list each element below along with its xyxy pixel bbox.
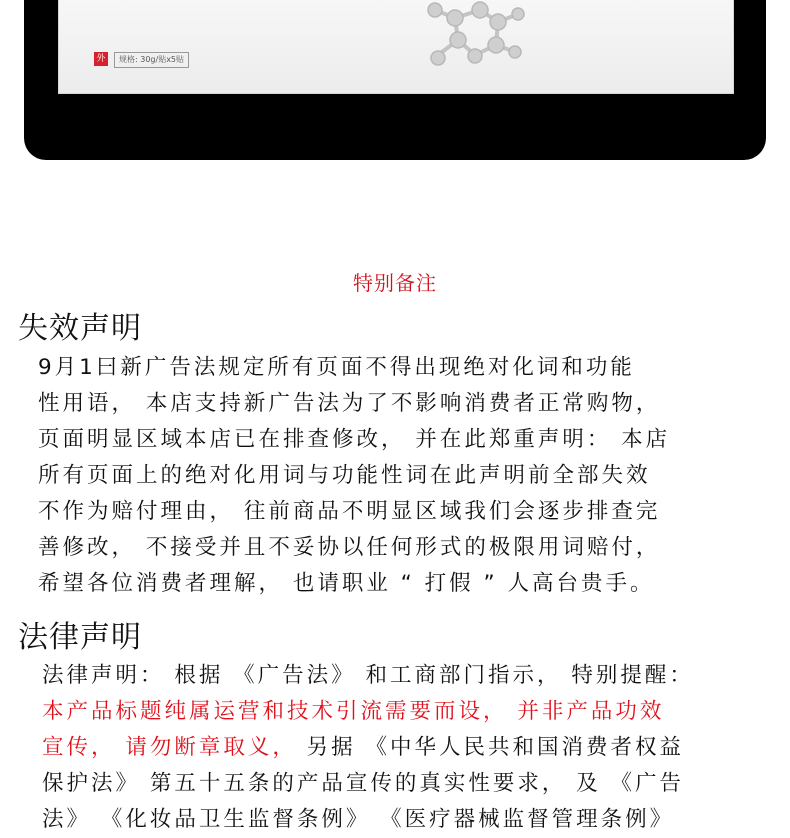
text-line: 善修改， 不接受并且不妥协以任何形式的极限用词赔付，	[38, 535, 661, 560]
spec-label: 规格: 30g/贴x5贴	[114, 52, 189, 68]
molecule-icon	[400, 0, 540, 75]
special-note-title: 特别备注	[353, 271, 437, 295]
product-packet-image	[58, 0, 734, 94]
text-line: 9月1曰新广告法规定所有页面不得出现绝对化词和功能	[38, 355, 635, 380]
text-line: 保护法》 第五十五条的产品宣传的真实性要求， 及 《广告	[42, 771, 685, 796]
external-use-tag: 外	[94, 52, 108, 66]
legal-statement-text	[42, 658, 772, 838]
text-line: 法》 《化妆品卫生监督条例》 《医疗器械监督管理条例》	[42, 807, 675, 832]
highlighted-text: 宣传， 请勿断章取义，	[42, 735, 297, 760]
text-line: 所有页面上的绝对化用词与功能性词在此声明前全部失效	[38, 463, 651, 488]
text-line: 性用语， 本店支持新广告法为了不影响消费者正常购物，	[38, 391, 661, 416]
text-segment: 另据 《中华人民共和国消费者权益	[296, 735, 685, 760]
legal-statement-heading: 法律声明	[18, 620, 142, 655]
text-line: 页面明显区域本店已在排查修改， 并在此郑重声明： 本店	[38, 427, 671, 452]
invalid-statement-text	[38, 350, 768, 602]
highlighted-text-line: 本产品标题纯属运营和技术引流需要而设， 并非产品功效	[42, 699, 665, 724]
invalid-statement-heading: 失效声明	[18, 311, 142, 346]
text-line	[42, 730, 772, 766]
text-line: 希望各位消费者理解， 也请职业 “ 打假 ” 人高台贵手。	[38, 571, 655, 596]
text-line: 不作为赔付理由， 往前商品不明显区域我们会逐步排查完	[38, 499, 661, 524]
text-line: 法律声明： 根据 《广告法》 和工商部门指示， 特别提醒：	[42, 663, 694, 688]
